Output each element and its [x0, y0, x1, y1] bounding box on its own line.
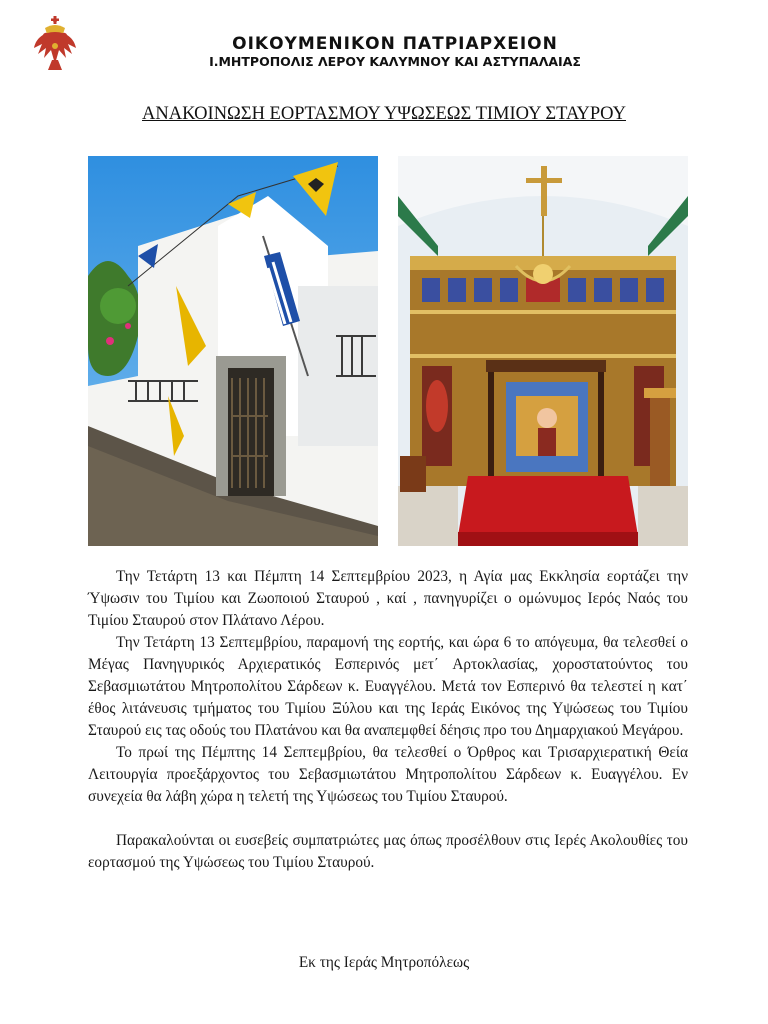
announcement-body: [88, 566, 688, 874]
paragraph-4: Παρακαλούνται οι ευσεβείς συμπατριώτες μας όπως προσέλθουν στις Ιερές Ακολουθίες του εορτασμού της Υψώσεως του Τιμίου Σταυρού.: [88, 832, 688, 871]
double-headed-eagle-icon: [32, 14, 78, 76]
paragraph-1: Την Τετάρτη 13 και Πέμπτη 14 Σεπτεμβρίου 2023, η Αγία μας Εκκλησία εορτάζει την Ύψωσιν του Τιμίου και Ζωοποιού Σταυρού , καί , πανηγυρίζει ο ομώνυμος Ιερός Ναός του Τιμίου Σταυρού στον Πλάτανο Λέρου.: [88, 568, 688, 629]
church-interior-photo: [398, 156, 688, 546]
paragraph-3: Το πρωί της Πέμπτης 14 Σεπτεμβρίου, θα τελεσθεί ο Όρθρος και Τρισαρχιερατική Θεία Λειτουργία προεξάρχοντος του Σεβασμιωτάτου Μητροπολίτου Σάρδεων κ. Ευαγγέλου. Εν συνεχεία θα λάβη χώρα η τελετή της Υψώσεως του Τιμίου Σταυρού.: [88, 744, 688, 805]
signature: Εκ της Ιεράς Μητροπόλεως: [298, 954, 470, 971]
announcement-title: ΑΝΑΚΟΙΝΩΣΗ ΕΟΡΤΑΣΜΟΥ ΥΨΩΣΕΩΣ ΤΙΜΙΟΥ ΣΤΑΥΡΟΥ: [142, 104, 626, 124]
church-exterior-photo: [88, 156, 378, 546]
metropolis-title: Ι.ΜΗΤΡΟΠΟΛΙΣ ΛΕΡΟΥ ΚΑΛΥΜΝΟΥ ΚΑΙ ΑΣΤΥΠΑΛΑΙΑΣ: [209, 54, 581, 69]
patriarchate-title: ΟΙΚΟΥΜΕΝΙΚΟΝ ΠΑΤΡΙΑΡΧΕΙΟΝ: [232, 34, 558, 54]
paragraph-2: Την Τετάρτη 13 Σεπτεμβρίου, παραμονή της εορτής, και ώρα 6 το απόγευμα, θα τελεσθεί ο Μέγας Πανηγυρικός Αρχιερατικός Εσπερινός μετ΄ Αρτοκλασίας, χοροστατούντος του Σεβασμιωτάτου Μητροπολίτου Σάρδεων κ. Ευαγγέλου. Μετά τον Εσπερινό θα τελεστεί η κατ΄ έθος λιτάνευσις τμήματος του Τιμίου Ξύλου και της Ιεράς Εικόνος της Υψώσεως του Τιμίου Σταυρού εις τας οδούς του Πλατάνου και θα αναπεμφθεί δέησις προ του Δημαρχιακού Μεγάρου.: [88, 634, 688, 739]
